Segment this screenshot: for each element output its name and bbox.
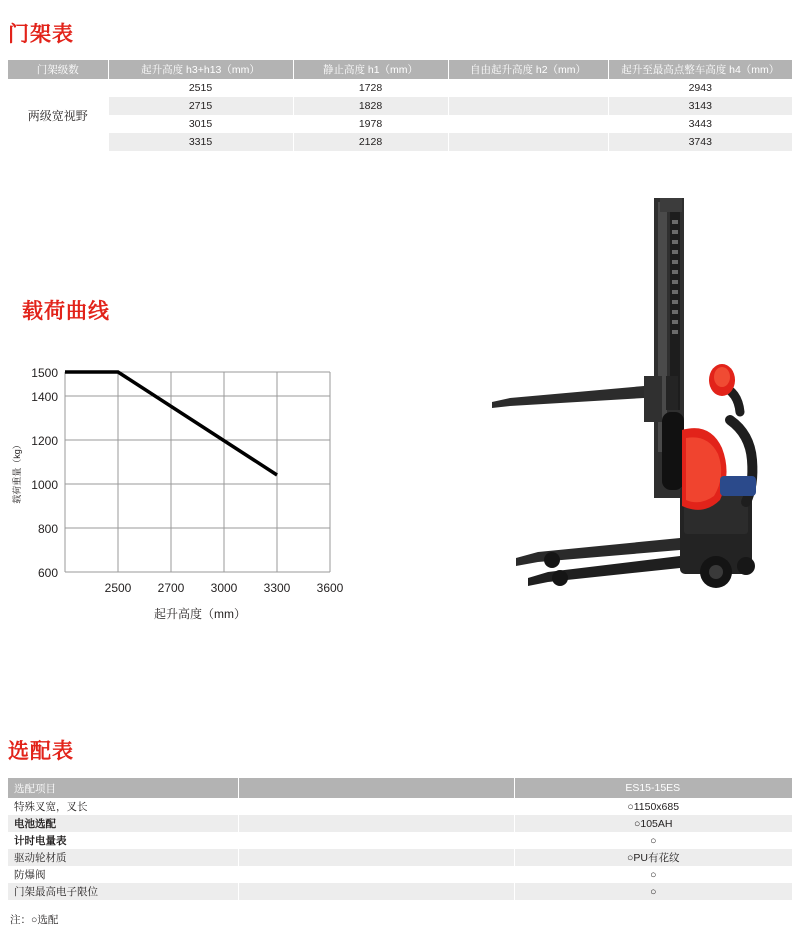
chart-y-axis-label: 载荷重量（kg） xyxy=(12,440,22,504)
option-table-header-row xyxy=(8,778,792,798)
mast-col-header-closed-height: 静止高度 h1（mm） xyxy=(293,60,448,79)
fork-carriage xyxy=(644,376,662,422)
option-item-label: 计时电量表 xyxy=(8,832,238,849)
load-wheel-rear xyxy=(552,570,568,586)
load-curve-svg xyxy=(10,350,350,640)
option-value: ○ xyxy=(514,883,792,900)
mast-top-cap xyxy=(660,198,682,212)
cell-free-lift xyxy=(448,115,608,133)
svg-text:1400: 1400 xyxy=(31,390,58,404)
option-value: ○105AH xyxy=(514,815,792,832)
chart-gridlines-vertical xyxy=(65,372,330,572)
cell-free-lift xyxy=(448,79,608,97)
stacker-illustration xyxy=(430,180,790,620)
option-table-title: 选配表 xyxy=(8,740,74,763)
svg-text:1500: 1500 xyxy=(31,366,58,380)
cell-extended-height: 3743 xyxy=(608,133,792,151)
drive-wheel-hub xyxy=(709,565,723,579)
option-item-label: 电池选配 xyxy=(8,815,238,832)
table-row xyxy=(8,815,792,832)
product-photo xyxy=(430,180,790,620)
load-curve-chart xyxy=(10,350,350,640)
option-item-label: 特殊叉宽，叉长 xyxy=(8,798,238,815)
mast-col-header-extended-height: 起升至最高点整车高度 h4（mm） xyxy=(608,60,792,79)
option-value: ○ xyxy=(514,832,792,849)
option-spacer xyxy=(238,883,514,900)
svg-text:800: 800 xyxy=(37,522,58,536)
table-row xyxy=(8,79,792,97)
option-col-header-blank xyxy=(238,778,514,798)
option-col-header-model: ES15-15ES xyxy=(514,778,792,798)
mast-table-header-row xyxy=(8,60,792,79)
cell-extended-height: 3443 xyxy=(608,115,792,133)
table-row xyxy=(8,849,792,866)
cell-free-lift xyxy=(448,97,608,115)
option-spacer xyxy=(238,866,514,883)
caster-wheel xyxy=(737,557,755,575)
svg-text:600: 600 xyxy=(37,566,58,580)
table-row xyxy=(8,798,792,815)
control-box xyxy=(720,476,756,496)
option-table xyxy=(8,778,792,900)
mast-table xyxy=(8,60,792,151)
cell-extended-height: 3143 xyxy=(608,97,792,115)
svg-text:2700: 2700 xyxy=(157,581,185,595)
cell-lift-height: 2515 xyxy=(108,79,293,97)
table-row xyxy=(8,866,792,883)
table-row xyxy=(8,115,792,133)
fork-upper xyxy=(492,386,644,408)
option-spacer xyxy=(238,815,514,832)
cell-lift-height: 2715 xyxy=(108,97,293,115)
option-spacer xyxy=(238,832,514,849)
chart-x-axis-label: 起升高度（mm） xyxy=(154,607,246,621)
cell-lift-height: 3315 xyxy=(108,133,293,151)
hydraulic-cylinder xyxy=(662,412,684,490)
table-row xyxy=(8,97,792,115)
cell-free-lift xyxy=(448,133,608,151)
cell-closed-height: 1828 xyxy=(293,97,448,115)
table-row xyxy=(8,883,792,900)
load-curve-title: 载荷曲线 xyxy=(22,300,110,323)
option-value: ○PU有花纹 xyxy=(514,849,792,866)
option-item-label: 防爆阀 xyxy=(8,866,238,883)
mast-table-title: 门架表 xyxy=(8,23,74,46)
chart-gridlines-horizontal xyxy=(65,372,330,572)
option-item-label: 门架最高电子限位 xyxy=(8,883,238,900)
mast-col-header-lift-height: 起升高度 h3+h13（mm） xyxy=(108,60,293,79)
mast-row-head: 两级宽视野 xyxy=(8,79,108,151)
cell-closed-height: 1978 xyxy=(293,115,448,133)
option-item-label: 驱动轮材质 xyxy=(8,849,238,866)
option-col-header-item: 选配项目 xyxy=(8,778,238,798)
chart-y-tick-labels xyxy=(31,366,58,580)
cell-lift-height: 3015 xyxy=(108,115,293,133)
chart-x-tick-labels xyxy=(105,581,344,595)
option-spacer xyxy=(238,849,514,866)
svg-text:1200: 1200 xyxy=(31,434,58,448)
svg-text:3600: 3600 xyxy=(316,581,344,595)
option-value: ○1150x685 xyxy=(514,798,792,815)
option-note: 注：○选配 xyxy=(10,914,59,926)
svg-text:3000: 3000 xyxy=(210,581,238,595)
option-value: ○ xyxy=(514,866,792,883)
carriage-back xyxy=(666,376,678,410)
tiller-head-highlight xyxy=(714,367,730,387)
table-row xyxy=(8,133,792,151)
cell-extended-height: 2943 xyxy=(608,79,792,97)
svg-text:3300: 3300 xyxy=(263,581,291,595)
table-row xyxy=(8,832,792,849)
mast-col-header-free-lift: 自由起升高度 h2（mm） xyxy=(448,60,608,79)
option-spacer xyxy=(238,798,514,815)
mast-col-header-levels: 门架级数 xyxy=(8,60,108,79)
cell-closed-height: 1728 xyxy=(293,79,448,97)
cell-closed-height: 2128 xyxy=(293,133,448,151)
svg-text:2500: 2500 xyxy=(104,581,132,595)
svg-text:1000: 1000 xyxy=(31,478,58,492)
load-wheel-front xyxy=(544,552,560,568)
